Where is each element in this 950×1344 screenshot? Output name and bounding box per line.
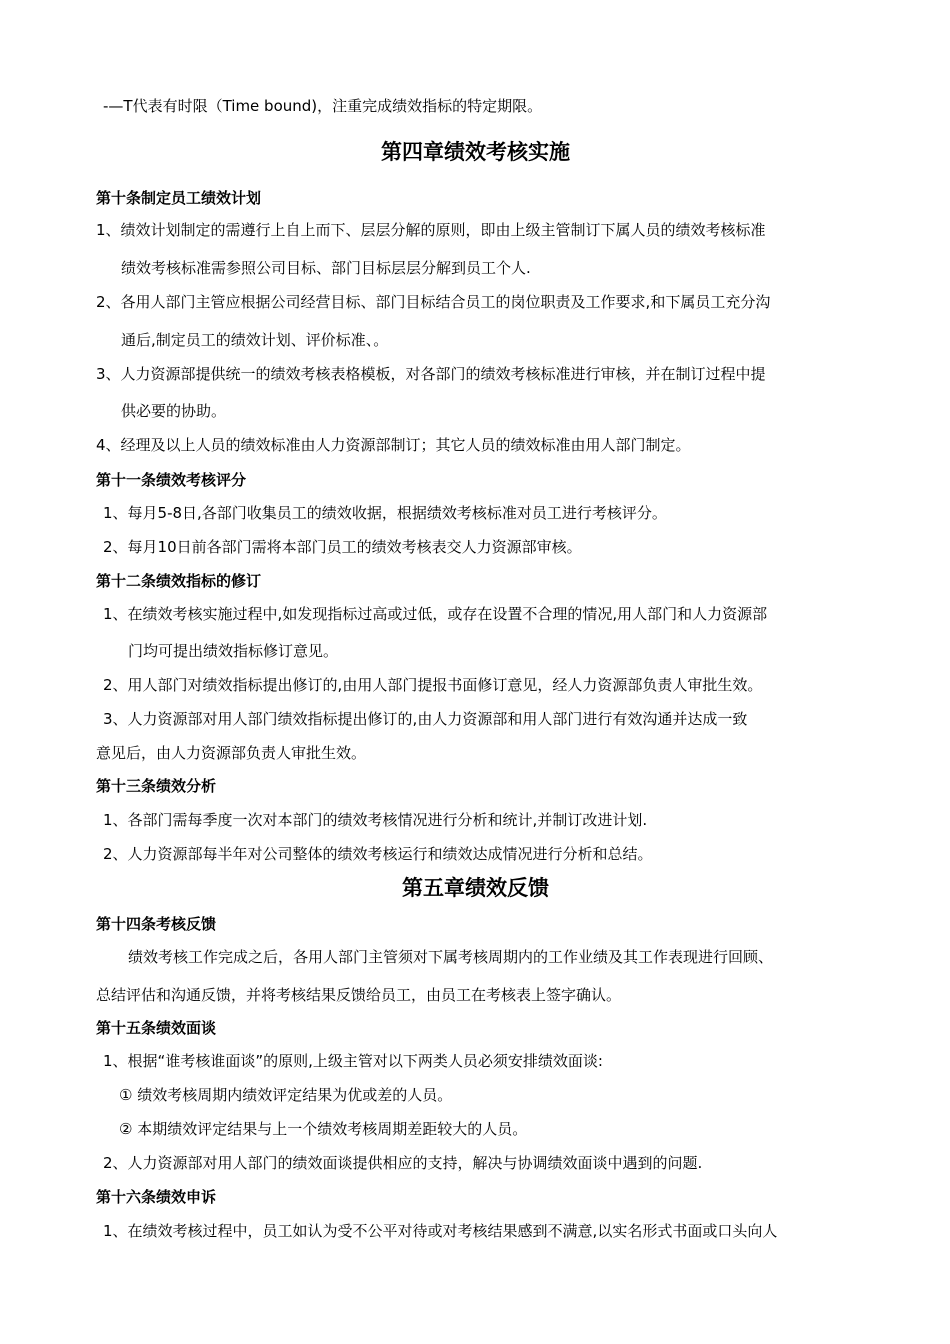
art10-p4: 4、经理及以上人员的绩效标准由人力资源部制订；其它人员的绩效标准由用人部门制定。 — [96, 436, 691, 454]
art15-p1: 1、根据“谁考核谁面谈”的原则,上级主管对以下两类人员必须安排绩效面谈: — [103, 1052, 603, 1070]
article-11-title: 第十一条绩效考核评分 — [96, 471, 247, 489]
art14-p1-line2: 总结评估和沟通反馈，并将考核结果反馈给员工，由员工在考核表上签字确认。 — [96, 986, 622, 1004]
art12-p3-line1: 3、人力资源部对用人部门绩效指标提出修订的,由人力资源部和用人部门进行有效沟通并达成一致 — [103, 710, 748, 728]
art10-p2-line1: 2、各用人部门主管应根据公司经营目标、部门目标结合员工的岗位职责及工作要求,和下属员工充分沟 — [96, 293, 771, 311]
art16-p1: 1、在绩效考核过程中，员工如认为受不公平对待或对考核结果感到不满意,以实名形式书面或口头向人 — [103, 1222, 778, 1240]
art15-item1: ① 绩效考核周期内绩效评定结果为优或差的人员。 — [119, 1086, 453, 1104]
art13-p2: 2、人力资源部每半年对公司整体的绩效考核运行和绩效达成情况进行分析和总结。 — [103, 845, 653, 863]
article-16-title: 第十六条绩效申诉 — [96, 1188, 217, 1206]
article-14-title: 第十四条考核反馈 — [96, 915, 217, 933]
intro-line: -—T代表有时限（Time bound)，注重完成绩效指标的特定期限。 — [103, 97, 543, 115]
art12-p1-line2: 门均可提出绩效指标修订意见。 — [128, 642, 339, 660]
art11-p1: 1、每月5-8日,各部门收集员工的绩效收据，根据绩效考核标准对员工进行考核评分。 — [103, 504, 667, 522]
art10-p2-line2: 通后,制定员工的绩效计划、评价标准、。 — [121, 331, 389, 349]
art12-p3-line2: 意见后，由人力资源部负责人审批生效。 — [96, 744, 367, 762]
art10-p3-line1: 3、人力资源部提供统一的绩效考核表格模板，对各部门的绩效考核标准进行审核，并在制订过程中提 — [96, 365, 766, 383]
chapter-5-title: 第五章绩效反馈 — [402, 876, 549, 900]
art14-p1-line1: 绩效考核工作完成之后，各用人部门主管须对下属考核周期内的工作业绩及其工作表现进行回顾、 — [128, 948, 774, 966]
art10-p3-line2: 供必要的协助。 — [121, 402, 227, 420]
art15-p2: 2、人力资源部对用人部门的绩效面谈提供相应的支持，解决与协调绩效面谈中遇到的问题. — [103, 1154, 703, 1172]
article-12-title: 第十二条绩效指标的修订 — [96, 572, 262, 590]
art15-item2: ② 本期绩效评定结果与上一个绩效考核周期差距较大的人员。 — [119, 1120, 528, 1138]
article-13-title: 第十三条绩效分析 — [96, 777, 217, 795]
art12-p1-line1: 1、在绩效考核实施过程中,如发现指标过高或过低，或存在设置不合理的情况,用人部门和人力资源部 — [103, 605, 768, 623]
article-15-title: 第十五条绩效面谈 — [96, 1019, 217, 1037]
art10-p1-line1: 1、绩效计划制定的需遵行上自上而下、层层分解的原则，即由上级主管制订下属人员的绩效考核标准 — [96, 221, 766, 239]
chapter-4-title: 第四章绩效考核实施 — [381, 140, 570, 164]
art10-p1-line2: 绩效考核标准需参照公司目标、部门目标层层分解到员工个人. — [121, 259, 531, 277]
article-10-title: 第十条制定员工绩效计划 — [96, 189, 262, 207]
art13-p1: 1、各部门需每季度一次对本部门的绩效考核情况进行分析和统计,并制订改进计划. — [103, 811, 648, 829]
art12-p2: 2、用人部门对绩效指标提出修订的,由用人部门提报书面修订意见，经人力资源部负责人审批生效。 — [103, 676, 763, 694]
art11-p2: 2、每月10日前各部门需将本部门员工的绩效考核表交人力资源部审核。 — [103, 538, 582, 556]
